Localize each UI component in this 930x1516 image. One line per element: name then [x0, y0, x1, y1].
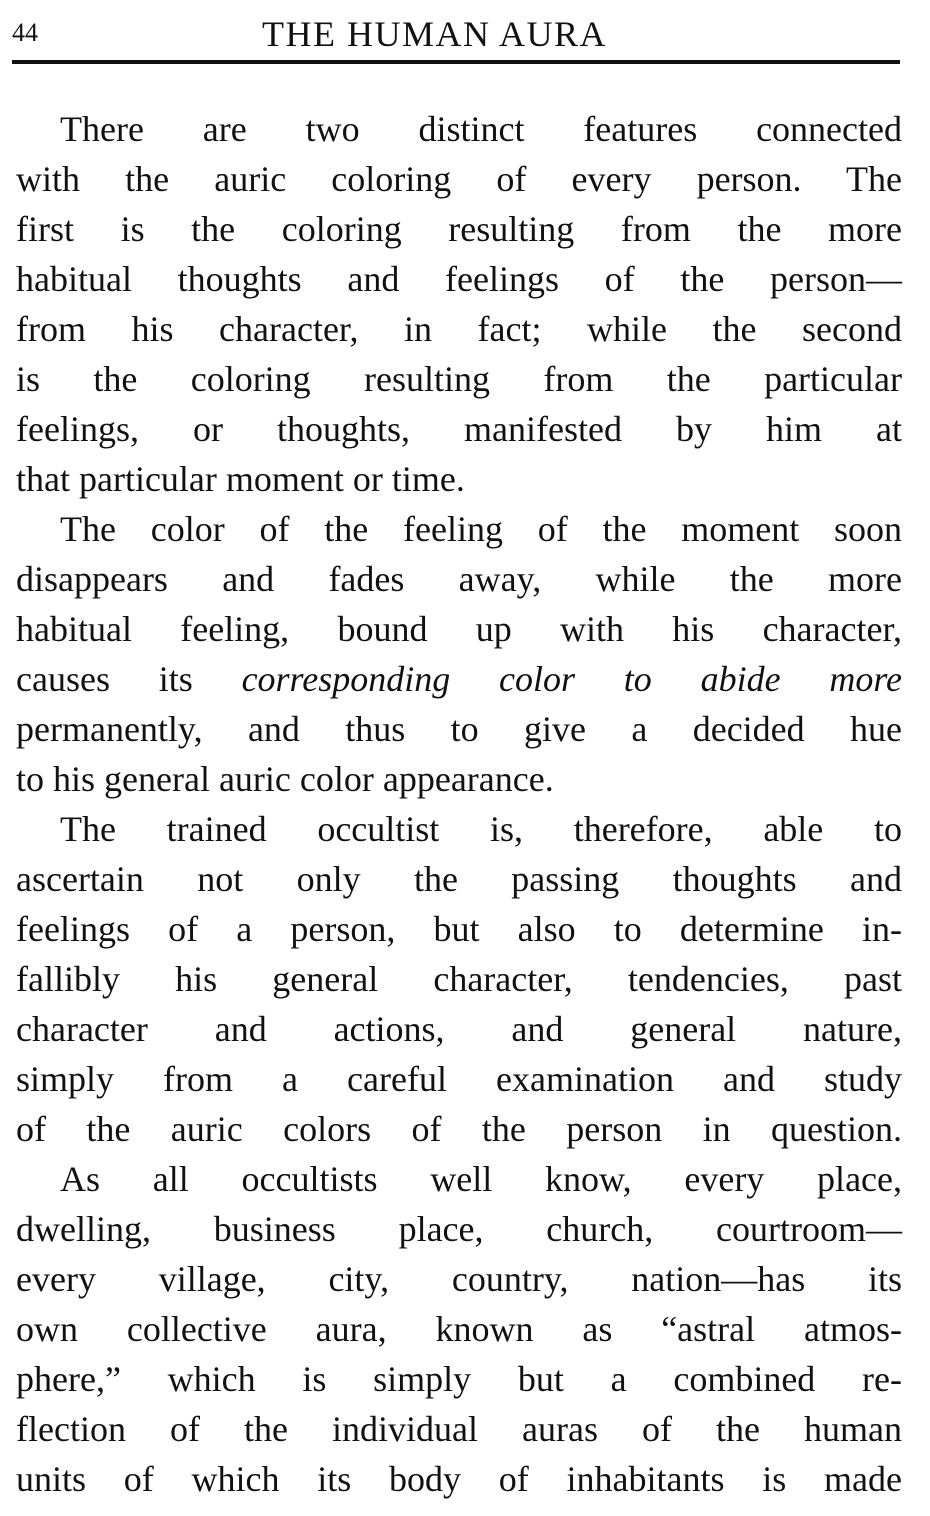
text-line: to his general auric color appearance. — [16, 759, 554, 799]
text-line: ascertain not only the passing thoughts and — [16, 859, 902, 899]
text-line: fallibly his general character, tendencies, past — [16, 959, 902, 999]
text-line: dwelling, business place, church, courtroom— — [16, 1209, 902, 1249]
text-run: causes its — [16, 659, 242, 699]
text-line: of the auric colors of the person in question. — [16, 1109, 902, 1149]
paragraph-4 — [16, 1154, 902, 1504]
text-line — [16, 654, 902, 704]
text-line: phere,” which is simply but a combined re- — [16, 1359, 902, 1399]
text-line: habitual feeling, bound up with his character, — [16, 609, 902, 649]
text-line: There are two distinct features connected — [60, 109, 902, 149]
text-line: every village, city, country, nation—has its — [16, 1259, 902, 1299]
text-line: habitual thoughts and feelings of the person— — [16, 259, 902, 299]
text-line: with the auric coloring of every person. The — [16, 159, 902, 199]
text-line: permanently, and thus to give a decided hue — [16, 709, 902, 749]
text-line: feelings of a person, but also to determine in- — [16, 909, 902, 949]
text-line: The trained occultist is, therefore, able to — [60, 809, 902, 849]
text-line: units of which its body of inhabitants is made — [16, 1459, 902, 1499]
text-line: As all occultists well know, every place, — [60, 1159, 902, 1199]
text-line: is the coloring resulting from the particular — [16, 359, 902, 399]
running-title: THE HUMAN AURA — [262, 14, 607, 54]
italic-text: corresponding color to abide more — [241, 659, 903, 699]
header-rule — [12, 60, 900, 64]
page-header — [12, 10, 900, 62]
paragraph-3 — [16, 804, 902, 1154]
paragraph-1 — [16, 104, 902, 504]
text-line: flection of the individual auras of the human — [16, 1409, 902, 1449]
text-line: own collective aura, known as “astral atmos- — [16, 1309, 902, 1349]
paragraph-2 — [16, 504, 902, 804]
page-number: 44 — [12, 18, 38, 47]
text-line: first is the coloring resulting from the more — [16, 209, 902, 249]
text-line: from his character, in fact; while the second — [16, 309, 902, 349]
text-line: that particular moment or time. — [16, 459, 465, 499]
body-text — [16, 104, 902, 1504]
text-line: disappears and fades away, while the more — [16, 559, 902, 599]
text-line: simply from a careful examination and study — [16, 1059, 902, 1099]
text-line: feelings, or thoughts, manifested by him at — [16, 409, 902, 449]
text-line: The color of the feeling of the moment soon — [60, 509, 902, 549]
text-line: character and actions, and general nature, — [16, 1009, 902, 1049]
